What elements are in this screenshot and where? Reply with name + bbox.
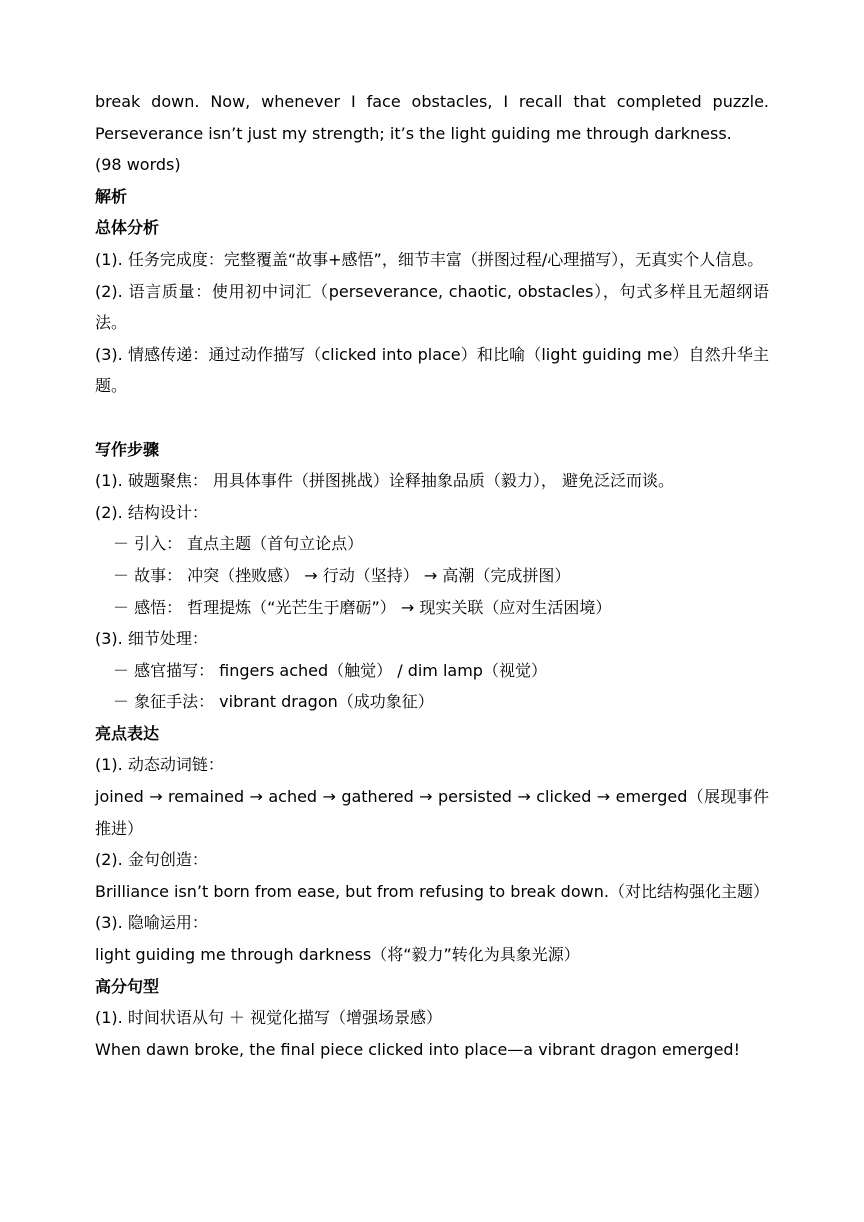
steps-item-2-sub-1: － 引入： 直点主题（首句立论点）: [113, 534, 364, 554]
patterns-item-1-text: When dawn broke, the final piece clicked into place—a vibrant dragon emerged!: [95, 1039, 740, 1059]
steps-item-3-sub-2: － 象征手法： vibrant dragon（成功象征）: [113, 692, 434, 712]
document-page: [95, 86, 769, 1065]
highlights-item-1: (1). 动态动词链：: [95, 755, 224, 775]
overall-item-2: (2). 语言质量：使用初中词汇（perseverance, chaotic, obstacles），句式多样且无超纲语法。: [95, 281, 769, 333]
overall-item-1: (1). 任务完成度：完整覆盖“故事+感悟”，细节丰富（拼图过程/心理描写），无真实个人信息。: [95, 249, 764, 269]
patterns-heading: 高分句型: [95, 976, 160, 996]
patterns-item-1: (1). 时间状语从句 ＋ 视觉化描写（增强场景感）: [95, 1008, 443, 1028]
word-count: (98 words): [95, 155, 181, 175]
highlights-item-2-text: Brilliance isn’t born from ease, but from refusing to break down.（对比结构强化主题）: [95, 881, 769, 901]
steps-item-2-sub-2: － 故事： 冲突（挫败感） → 行动（坚持） → 高潮（完成拼图）: [113, 565, 571, 585]
highlights-item-1-text: joined → remained → ached → gathered → persisted → clicked → emerged（展现事件推进）: [95, 787, 769, 838]
analysis-heading: 解析: [95, 186, 128, 206]
highlights-item-3-text: light guiding me through darkness（将“毅力”转化为具象光源）: [95, 945, 580, 965]
essay-tail-paragraph: break down. Now, whenever I face obstacles, I recall that completed puzzle. Perseverance isn’t just my strength; it’s the light guiding me through darkness.: [95, 92, 769, 143]
steps-item-2-sub-3: － 感悟： 哲理提炼（“光芒生于磨砺”） → 现实关联（应对生活困境）: [113, 597, 612, 617]
overall-analysis-heading: 总体分析: [95, 218, 160, 238]
highlights-item-3: (3). 隐喻运用：: [95, 913, 208, 933]
steps-item-2: (2). 结构设计：: [95, 502, 208, 522]
highlights-heading: 亮点表达: [95, 723, 160, 743]
overall-item-3: (3). 情感传递：通过动作描写（clicked into place）和比喻（light guiding me）自然升华主题。: [95, 344, 769, 396]
writing-steps-heading: 写作步骤: [95, 439, 160, 459]
steps-item-3: (3). 细节处理：: [95, 629, 208, 649]
steps-item-3-sub-1: － 感官描写： fingers ached（触觉） / dim lamp（视觉）: [113, 660, 547, 680]
highlights-item-2: (2). 金句创造：: [95, 850, 208, 870]
section-gap: [95, 402, 769, 434]
steps-item-1: (1). 破题聚焦： 用具体事件（拼图挑战）诠释抽象品质（毅力）， 避免泛泛而谈。: [95, 471, 675, 491]
